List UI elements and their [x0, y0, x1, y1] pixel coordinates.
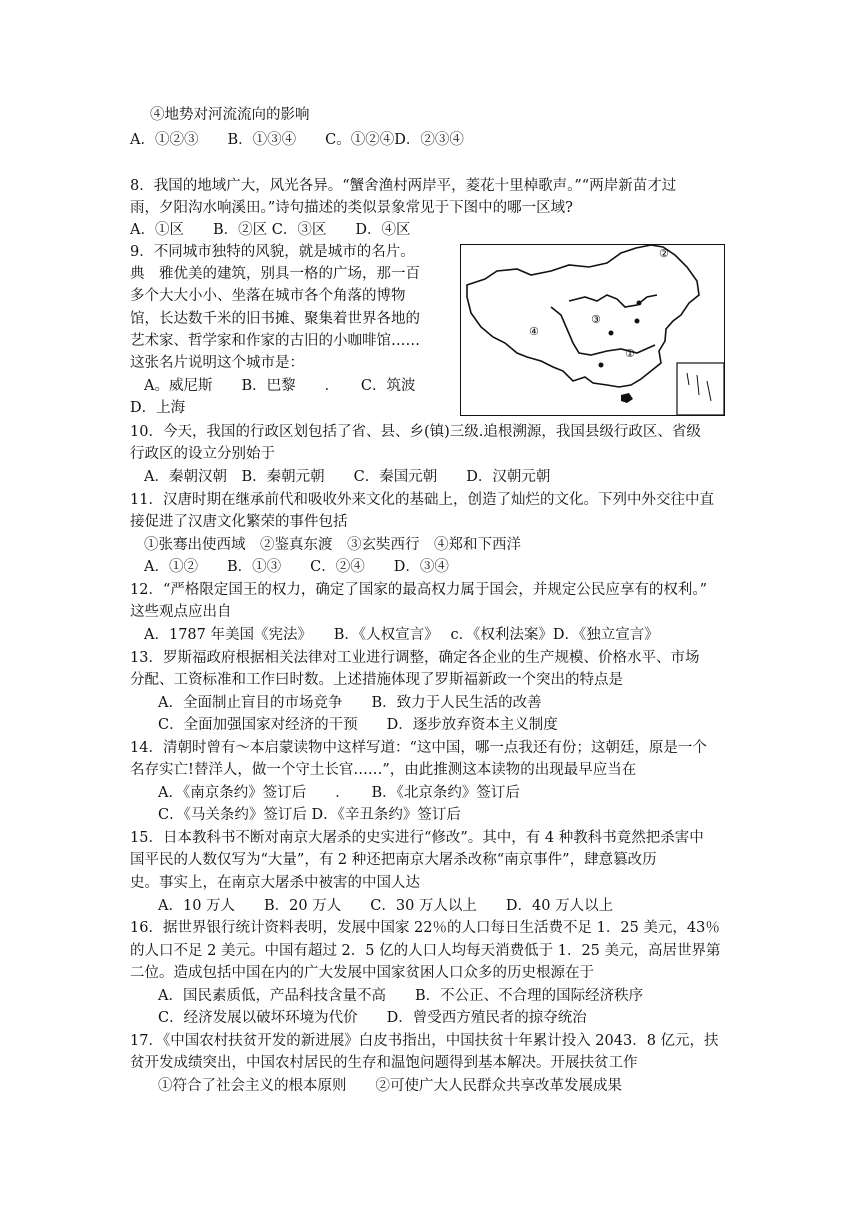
text-line: 贫开发成绩突出，中国农村居民的生存和温饱问题得到基本解决。开展扶贫工作 — [130, 1055, 638, 1071]
south-sea-inset — [677, 363, 724, 415]
text-line: 11．汉唐时期在继承前代和吸收外来文化的基础上，创造了灿烂的文化。下列中外交往中直 — [130, 492, 714, 508]
text-line: 接促进了汉唐文化繁荣的事件包括 — [130, 514, 348, 530]
text-line: 17．《中国农村扶贫开发的新进展》白皮书指出，中国扶贫十年累计投入 2043．8 亿元，扶 — [130, 1033, 719, 1049]
city-dot — [637, 301, 642, 306]
text-line: A．①区 B．②区 C．③区 D．④区 — [130, 222, 411, 238]
south-sea-islands — [687, 373, 711, 401]
text-line: 典 雅优美的建筑，别具一格的广场，那一百 — [130, 266, 420, 282]
text-line: 12．“严格限定国王的权力，确定了国家的最高权力属于国会，并规定公民应享有的权利。” — [130, 582, 708, 598]
text-line: 行政区的设立分别始于 — [130, 446, 275, 462]
text-line: 二位。造成包括中国在内的广大发展中国家贫困人口众多的历史根源在于 — [130, 965, 594, 981]
text-line: ①符合了社会主义的根本原则 ②可使广大人民群众共享改革发展成果 — [158, 1078, 622, 1094]
text-line: 这些观点应出自 — [130, 604, 232, 620]
text-line: 艺术家、哲学家和作家的古旧的小咖啡馆…… — [130, 333, 420, 349]
china-border — [467, 245, 699, 387]
city-dot — [635, 319, 640, 324]
text-line: ①张骞出使西域 ②鉴真东渡 ③玄奘西行 ④郑和下西洋 — [144, 537, 521, 553]
region-label-4: ④ — [529, 325, 539, 338]
city-dot — [609, 331, 614, 336]
text-line: 这张名片说明这个城市是： — [130, 355, 304, 371]
text-line: C．经济发展以破坏环境为代价 D．曾受西方殖民者的掠夺统治 — [158, 1010, 587, 1026]
text-line: A．1787 年美国《宪法》 B．《人权宣言》 c．《权利法案》D．《独立宣言》 — [144, 627, 659, 643]
inner-boundary-north — [569, 295, 657, 307]
text-line: 8．我国的地域广大，风光各异。“蟹舍渔村两岸平，菱花十里棹歌声。”“两岸新苗才过 — [130, 178, 677, 194]
text-line: A．10 万人 B．20 万人 C．30 万人以上 D．40 万人以上 — [158, 898, 614, 914]
text-line: A．《南京条约》签订后 ． B．《北京条约》签订后 — [158, 785, 520, 801]
text-line: 14．清朝时曾有～本启蒙读物中这样写道：“这中国，哪一点我还有份；这朝廷，原是一个 — [130, 740, 707, 756]
text-line: 16．据世界银行统计资料表明，发展中国家 22％的人口每日生活费不足 1．25 美元，43％ — [130, 920, 720, 936]
text-line: A．①② B．①③ C．②④ D．③④ — [144, 559, 449, 575]
text-line: 名存实亡!替洋人，做一个守土长官……”，由此推测这本读物的出现最早应当在 — [130, 762, 637, 778]
text-line: ④地势对河流流向的影响 — [150, 107, 310, 123]
text-line: C．《马关条约》签订后 D．《辛丑条约》签订后 — [158, 807, 461, 823]
hainan-island — [621, 393, 633, 403]
text-line: 雨，夕阳沟水响溪田。”诗句描述的类似景象常见于下图中的哪一区域? — [130, 200, 573, 216]
text-line: A．①②③ B．①③④ C。①②④D．②③④ — [130, 132, 464, 148]
china-region-map — [460, 244, 725, 416]
text-line: 13．罗斯福政府根据相关法律对工业进行调整，确定各企业的生产规模、价格水平、市场 — [130, 650, 700, 666]
china-outline-map — [461, 245, 724, 415]
region-label-2: ② — [659, 247, 669, 260]
text-line: A．秦朝汉朝 B．秦朝元朝 C．秦国元朝 D．汉朝元朝 — [144, 469, 551, 485]
region-label-3: ③ — [591, 313, 601, 326]
text-line: 的人口不足 2 美元。中国有超过 2．5 亿的人口人均每天消费低于 1．25 美元，高居世界第 — [130, 943, 721, 959]
text-line: 多个大大小小、坐落在城市各个角落的博物 — [130, 288, 406, 304]
text-line: 10．今天，我国的行政区划包括了省、县、乡(镇)三级.追根溯源，我国县级行政区、省级 — [130, 424, 701, 440]
text-line: A．国民素质低，产品科技含量不高 B．不公正、不合理的国际经济秩序 — [158, 988, 644, 1004]
text-line: C．全面加强国家对经济的干预 D．逐步放弃资本主义制度 — [158, 717, 558, 733]
region-label-1: ① — [625, 347, 635, 360]
text-line: 史。事实上，在南京大屠杀中被害的中国人达 — [130, 875, 420, 891]
text-line: A。威尼斯 B．巴黎 ． C．筑波 — [144, 378, 416, 394]
text-line: 国平民的人数仅写为“大量”，有 2 种还把南京大屠杀改称“南京事件”，肆意篡改历 — [130, 852, 657, 868]
text-line: 馆，长达数千米的旧书摊、聚集着世界各地的 — [130, 311, 420, 327]
text-line: A．全面制止盲目的市场竞争 B．致力于人民生活的改善 — [158, 695, 542, 711]
inner-boundary-west — [551, 307, 655, 355]
text-line: 15．日本教科书不断对南京大屠杀的史实进行“修改”。其中，有 4 种教科书竟然把杀害中 — [130, 830, 704, 846]
text-line: D．上海 — [130, 400, 186, 416]
text-line: 分配、工资标准和工作曰时数。上述措施体现了罗斯福新政一个突出的特点是 — [130, 672, 623, 688]
text-line: 9．不同城市独特的风貌，就是城市的名片。 — [130, 244, 415, 260]
city-dot — [599, 363, 604, 368]
